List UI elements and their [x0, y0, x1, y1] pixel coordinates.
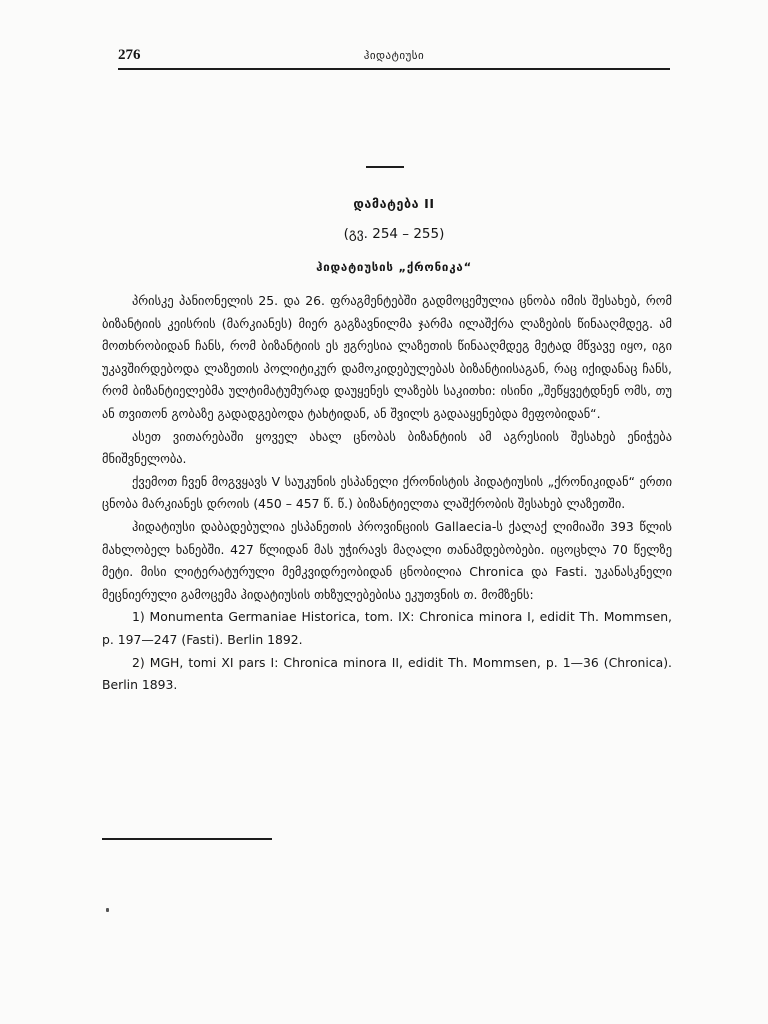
print-speck [106, 908, 109, 912]
paragraph: პრისკე პანიონელის 25. და 26. ფრაგმენტებში გადმოცემულია ცნობა იმის შესახებ, რომ ბიზანტიის კეისრის (მარკიანეს) მიერ გაგზავნილმა ჯარმა ილაშქრა ლაზების წინააღმდეგ. ამ მოთხრობიდან ჩანს, რომ ბიზანტიის ეს ჟგრესია ლაზეთის წინააღმდეგ მეტად მწვავე იყო, იგი უკავშირდებოდა ლაზეთის პოლიტიკურ დამოკიდებულებას ბიზანტიისაგან, რაც იქიდანაც ჩანს, რომ ბიზანტიელებმა ულტიმატუმურად დაუყენეს ლაზებს საკითხი: ისინი „შეწყვეტდნენ ომს, თუ ან თვითონ გობაზე გადადგებოდა ტახტიდან, ან შვილს გადააყენებდა მეფობიდან“. [102, 293, 672, 421]
header-rule [118, 68, 670, 70]
appendix-title: დამატება II [353, 196, 435, 211]
page-number: 276 [118, 47, 141, 63]
reference-item: 1) Monumenta Germaniae Historica, tom. IX: Chronica minora I, edidit Th. Mommsen, p. 197—247 (Fasti). Berlin 1892. [102, 609, 672, 647]
paragraph: ასეთ ვითარებაში ყოველ ახალ ცნობას ბიზანტიის ამ აგრესიის შესახებ ენიჭება მნიშვნელობა. [102, 428, 672, 467]
section-divider [366, 166, 404, 168]
chapter-title: ჰიდატიუსის „ქრონიკა“ [316, 260, 472, 274]
paragraph: ჰიდატიუსი დაბადებულია ესპანეთის პროვინციის Gallaecia-ს ქალაქ ლიმიაში 393 წლის მახლობელ ხანებში. 427 წლიდან მას უჭირავს მაღალი თანამდებობები. იცოცხლა 70 წელზე მეტი. მისი ლიტერატურული მემკვიდრეობიდან ცნობილია Chronica და Fasti. უკანასკნელი მეცნიერული გამოცემა ჰიდატიუსის თხზულებებისა ეკუთვნის თ. მომზენს: [102, 518, 672, 602]
running-title: ჰიდატიუსი [363, 49, 425, 62]
page-reference: (გვ. 254 – 255) [343, 226, 445, 242]
paragraph: ქვემოთ ჩვენ მოგვყავს V საუკუნის ესპანელი ქრონისტის ჰიდატიუსის „ქრონიკიდან“ ერთი ცნობა მარკიანეს დროის (450 – 457 წ. წ.) ბიზანტიელთა ლაშქრობის შესახებ ლაზეთში. [102, 473, 672, 512]
running-header [118, 47, 670, 67]
body-text [102, 290, 672, 697]
footnote-rule [102, 838, 272, 840]
reference-item: 2) MGH, tomi XI pars I: Chronica minora II, edidit Th. Mommsen, p. 1—36 (Chronica). Berlin 1893. [102, 654, 672, 693]
